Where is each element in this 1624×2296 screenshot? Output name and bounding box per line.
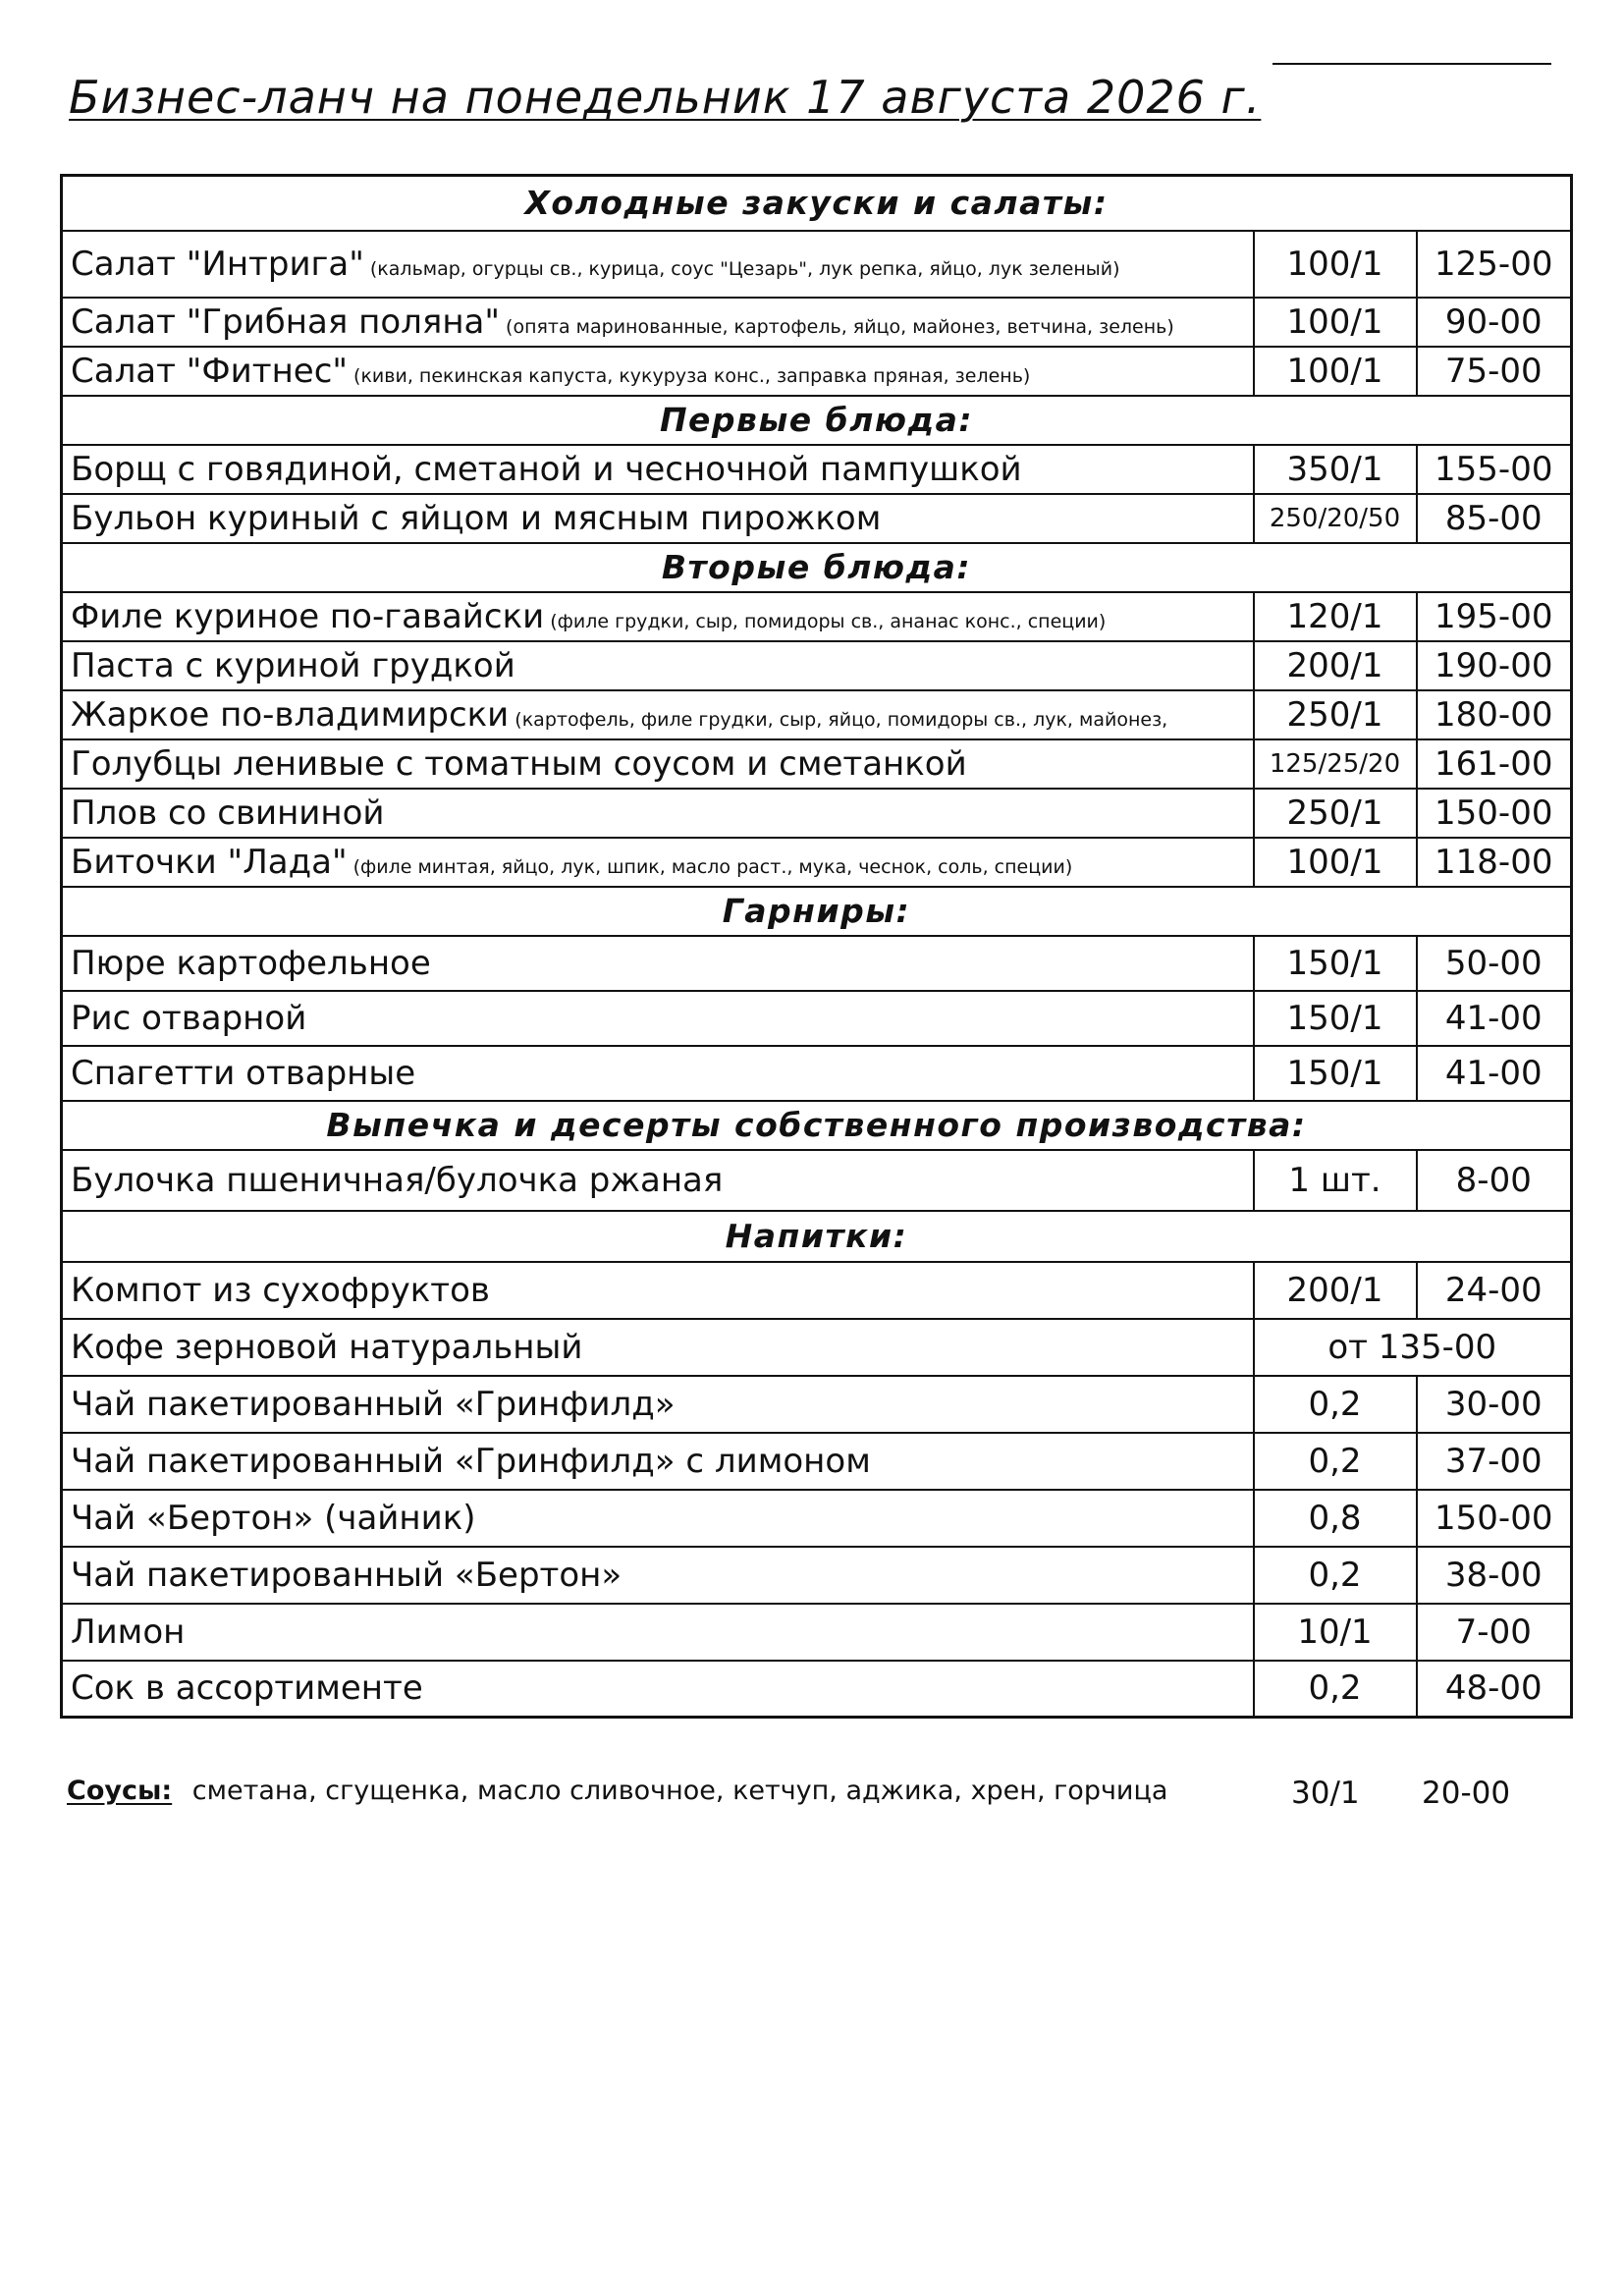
menu-item-row xyxy=(62,1661,1572,1718)
item-name: Чай пакетированный «Бертон» xyxy=(71,1555,623,1595)
sauces-price: 20-00 xyxy=(1422,1776,1511,1811)
item-name: Голубцы ленивые с томатным соусом и сметанкой xyxy=(71,743,967,784)
item-price: 180-00 xyxy=(1417,690,1572,739)
item-portion: 150/1 xyxy=(1254,936,1417,991)
sauces-list: сметана, сгущенка, масло сливочное, кетчуп, аджика, хрен, горчица xyxy=(191,1776,1168,1806)
top-rule xyxy=(1272,63,1551,65)
menu-item-row xyxy=(62,936,1572,991)
section-header xyxy=(62,1211,1572,1262)
item-description: (кальмар, огурцы св., курица, соус "Цезарь", лук репка, яйцо, лук зеленый) xyxy=(369,257,1120,280)
item-name: Чай пакетированный «Гринфилд» с лимоном xyxy=(71,1441,871,1481)
item-portion: 1 шт. xyxy=(1254,1150,1417,1211)
item-name-cell xyxy=(62,592,1254,641)
section-header xyxy=(62,176,1572,231)
item-name-cell xyxy=(62,1490,1254,1547)
item-name-cell xyxy=(62,789,1254,838)
menu-item-row xyxy=(62,789,1572,838)
menu-item-row xyxy=(62,1490,1572,1547)
item-name-cell xyxy=(62,347,1254,396)
menu-item-row xyxy=(62,1376,1572,1433)
item-name-cell xyxy=(62,1547,1254,1604)
menu-table xyxy=(60,174,1573,1719)
section-title: Выпечка и десерты собственного производства: xyxy=(62,1101,1572,1150)
item-name: Сок в ассортименте xyxy=(71,1668,423,1709)
section-title: Первые блюда: xyxy=(62,396,1572,445)
menu-item-row xyxy=(62,991,1572,1046)
item-price: 118-00 xyxy=(1417,838,1572,887)
item-name: Салат "Грибная поляна" xyxy=(71,301,501,342)
item-name-cell xyxy=(62,298,1254,347)
item-price: 8-00 xyxy=(1417,1150,1572,1211)
item-price: 38-00 xyxy=(1417,1547,1572,1604)
menu-item-row xyxy=(62,641,1572,690)
item-name: Компот из сухофруктов xyxy=(71,1270,490,1310)
menu-item-row xyxy=(62,690,1572,739)
menu-item-row xyxy=(62,1604,1572,1661)
item-price: от 135-00 xyxy=(1254,1319,1572,1376)
item-description: (филе грудки, сыр, помидоры св., ананас конс., специи) xyxy=(550,610,1107,632)
item-portion: 125/25/20 xyxy=(1254,739,1417,789)
menu-item-row xyxy=(62,298,1572,347)
menu-item-row xyxy=(62,1046,1572,1101)
item-name: Чай пакетированный «Гринфилд» xyxy=(71,1384,676,1424)
section-title: Гарниры: xyxy=(62,887,1572,936)
item-price: 85-00 xyxy=(1417,494,1572,543)
item-name: Салат "Фитнес" xyxy=(71,351,349,391)
item-name-cell xyxy=(62,1604,1254,1661)
item-price: 41-00 xyxy=(1417,991,1572,1046)
item-name: Борщ с говядиной, сметаной и чесночной пампушкой xyxy=(71,449,1022,489)
menu-item-row xyxy=(62,1547,1572,1604)
item-portion: 250/1 xyxy=(1254,690,1417,739)
item-portion: 250/1 xyxy=(1254,789,1417,838)
item-name: Чай «Бертон» (чайник) xyxy=(71,1498,476,1538)
item-name: Салат "Интрига" xyxy=(71,244,364,284)
item-portion: 100/1 xyxy=(1254,838,1417,887)
item-price: 48-00 xyxy=(1417,1661,1572,1718)
item-name-cell xyxy=(62,1262,1254,1319)
item-portion: 250/20/50 xyxy=(1254,494,1417,543)
item-price: 190-00 xyxy=(1417,641,1572,690)
item-price: 30-00 xyxy=(1417,1376,1572,1433)
item-name-cell xyxy=(62,1319,1254,1376)
item-name-cell xyxy=(62,936,1254,991)
menu-item-row xyxy=(62,1262,1572,1319)
menu-item-row xyxy=(62,1150,1572,1211)
section-header xyxy=(62,1101,1572,1150)
item-name: Плов со свининой xyxy=(71,793,385,833)
item-price: 195-00 xyxy=(1417,592,1572,641)
item-price: 37-00 xyxy=(1417,1433,1572,1490)
menu-item-row xyxy=(62,838,1572,887)
section-header xyxy=(62,543,1572,592)
item-portion: 100/1 xyxy=(1254,347,1417,396)
item-price: 161-00 xyxy=(1417,739,1572,789)
item-name: Спагетти отварные xyxy=(71,1053,416,1093)
item-name: Филе куриное по-гавайски xyxy=(71,596,545,636)
item-name-cell xyxy=(62,1150,1254,1211)
item-description: (киви, пекинская капуста, кукуруза конс., заправка пряная, зелень) xyxy=(353,364,1031,387)
item-price: 7-00 xyxy=(1417,1604,1572,1661)
item-portion: 200/1 xyxy=(1254,1262,1417,1319)
item-price: 41-00 xyxy=(1417,1046,1572,1101)
menu-item-row xyxy=(62,592,1572,641)
item-price: 50-00 xyxy=(1417,936,1572,991)
item-portion: 0,2 xyxy=(1254,1661,1417,1718)
item-portion: 0,2 xyxy=(1254,1547,1417,1604)
item-price: 90-00 xyxy=(1417,298,1572,347)
item-name: Лимон xyxy=(71,1612,186,1652)
item-price: 24-00 xyxy=(1417,1262,1572,1319)
section-title: Напитки: xyxy=(62,1211,1572,1262)
item-name-cell xyxy=(62,1376,1254,1433)
item-name: Пюре картофельное xyxy=(71,943,431,983)
section-title: Вторые блюда: xyxy=(62,543,1572,592)
item-name-cell xyxy=(62,1433,1254,1490)
item-name-cell xyxy=(62,1046,1254,1101)
item-portion: 100/1 xyxy=(1254,298,1417,347)
item-name: Жаркое по-владимирски xyxy=(71,694,510,735)
item-name: Рис отварной xyxy=(71,998,307,1038)
item-description: (картофель, филе грудки, сыр, яйцо, помидоры св., лук, майонез, xyxy=(514,708,1168,731)
item-portion: 350/1 xyxy=(1254,445,1417,494)
item-portion: 100/1 xyxy=(1254,231,1417,298)
item-description: (филе минтая, яйцо, лук, шпик, масло раст., мука, чеснок, соль, специи) xyxy=(352,855,1073,878)
section-title: Холодные закуски и салаты: xyxy=(62,176,1572,231)
item-portion: 150/1 xyxy=(1254,1046,1417,1101)
menu-item-row xyxy=(62,445,1572,494)
item-name: Паста с куриной грудкой xyxy=(71,645,515,685)
item-price: 150-00 xyxy=(1417,1490,1572,1547)
menu-item-row xyxy=(62,739,1572,789)
item-portion: 200/1 xyxy=(1254,641,1417,690)
item-portion: 0,8 xyxy=(1254,1490,1417,1547)
item-name-cell xyxy=(62,231,1254,298)
item-name: Кофе зерновой натуральный xyxy=(71,1327,583,1367)
menu-item-row xyxy=(62,231,1572,298)
item-price: 125-00 xyxy=(1417,231,1572,298)
section-header xyxy=(62,396,1572,445)
item-name-cell xyxy=(62,739,1254,789)
item-price: 155-00 xyxy=(1417,445,1572,494)
sauces-line xyxy=(67,1776,1569,1811)
item-name: Биточки "Лада" xyxy=(71,842,348,882)
item-name-cell xyxy=(62,1661,1254,1718)
item-portion: 150/1 xyxy=(1254,991,1417,1046)
page-title: Бизнес-ланч на понедельник 17 августа 2026 г. xyxy=(69,71,1262,124)
item-name-cell xyxy=(62,690,1254,739)
item-name-cell xyxy=(62,494,1254,543)
item-price: 150-00 xyxy=(1417,789,1572,838)
menu-item-row xyxy=(62,347,1572,396)
menu-item-row xyxy=(62,1433,1572,1490)
sauces-label: Соусы: xyxy=(67,1776,173,1806)
item-name-cell xyxy=(62,991,1254,1046)
sauces-qty: 30/1 xyxy=(1291,1776,1360,1811)
item-name: Бульон куриный с яйцом и мясным пирожком xyxy=(71,498,882,538)
menu-item-row xyxy=(62,494,1572,543)
item-name-cell xyxy=(62,838,1254,887)
item-name-cell xyxy=(62,641,1254,690)
item-name: Булочка пшеничная/булочка ржаная xyxy=(71,1160,724,1200)
item-portion: 10/1 xyxy=(1254,1604,1417,1661)
section-header xyxy=(62,887,1572,936)
item-portion: 0,2 xyxy=(1254,1376,1417,1433)
menu-item-row xyxy=(62,1319,1572,1376)
item-portion: 120/1 xyxy=(1254,592,1417,641)
item-description: (опята маринованные, картофель, яйцо, майонез, ветчина, зелень) xyxy=(506,315,1174,338)
item-price: 75-00 xyxy=(1417,347,1572,396)
item-portion: 0,2 xyxy=(1254,1433,1417,1490)
item-name-cell xyxy=(62,445,1254,494)
